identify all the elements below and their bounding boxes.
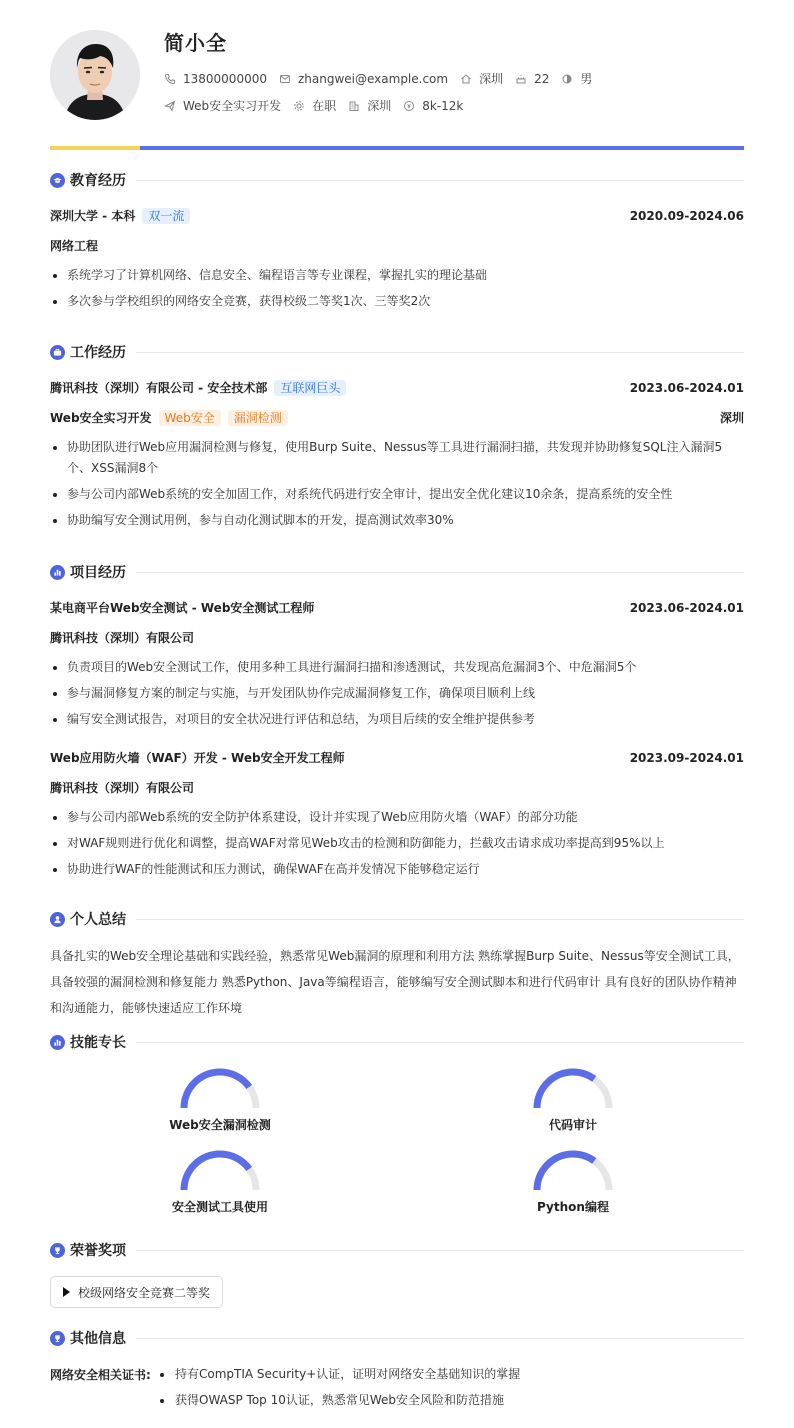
location-text: 深圳 <box>479 72 504 86</box>
project-name: 某电商平台Web安全测试 - Web安全测试工程师 <box>50 601 315 615</box>
projects-section <box>50 562 744 582</box>
skill-tag: 漏洞检测 <box>228 410 288 426</box>
project-period: 2023.09-2024.01 <box>629 750 744 765</box>
section-title: 个人总结 <box>70 912 126 928</box>
section-header <box>50 170 744 190</box>
gender-icon <box>561 73 573 85</box>
company-name: 腾讯科技（深圳）有限公司 - 安全技术部 <box>50 381 268 395</box>
play-triangle-icon <box>63 1287 70 1297</box>
list-item: 负责项目的Web安全测试工作，使用多种工具进行漏洞扫描和渗透测试，共发现高危漏洞3个、中危漏洞5个 <box>50 657 744 678</box>
work-city: 深圳 <box>719 411 744 425</box>
position-text: Web安全实习开发 <box>183 99 282 113</box>
section-header <box>50 562 744 582</box>
section-title: 荣誉奖项 <box>70 1243 126 1259</box>
work-position-row <box>50 409 744 426</box>
project-header-row <box>50 749 744 766</box>
project-bullets <box>50 807 744 885</box>
list-item: 协助进行WAF的性能测试和压力测试，确保WAF在高并发情况下能够稳定运行 <box>50 859 744 880</box>
work-section <box>50 342 744 362</box>
gear-icon <box>293 100 305 112</box>
project-company: 腾讯科技（深圳）有限公司 <box>50 631 195 645</box>
award-label: 校级网络安全竞赛二等奖 <box>78 1285 211 1300</box>
skill-label: 安全测试工具使用 <box>171 1200 268 1214</box>
section-header <box>50 1328 744 1348</box>
mail-icon <box>279 73 291 85</box>
status-item <box>293 97 336 114</box>
skill-label: Python编程 <box>537 1200 609 1214</box>
education-period: 2020.09-2024.06 <box>629 208 744 223</box>
major-name: 网络工程 <box>50 239 99 253</box>
coin-icon <box>403 100 415 112</box>
section-title: 教育经历 <box>70 173 126 189</box>
skill-item <box>513 1148 633 1215</box>
age-item <box>515 72 549 86</box>
company-tag: 互联网巨头 <box>274 380 346 396</box>
trophy-icon <box>50 1243 65 1258</box>
list-item: 参与公司内部Web系统的安全防护体系建设，设计并实现了Web应用防火墙（WAF）的部分功能 <box>50 807 744 828</box>
user-icon <box>50 912 65 927</box>
section-header <box>50 1032 744 1052</box>
education-bullets <box>50 265 744 317</box>
section-divider <box>136 1250 744 1251</box>
list-item: 协助编写安全测试用例，参与自动化测试脚本的开发，提高测试效率30% <box>50 510 744 531</box>
contact-row <box>164 70 604 87</box>
section-divider <box>136 1338 744 1339</box>
section-header <box>50 342 744 362</box>
work-bullets <box>50 437 744 536</box>
resume-header <box>50 0 744 150</box>
skill-gauge <box>178 1148 262 1192</box>
awards-section <box>50 1240 744 1260</box>
certificates-label: 网络安全相关证书: <box>50 1368 151 1382</box>
city-item <box>348 97 391 114</box>
school-tag: 双一流 <box>142 208 190 224</box>
skill-label: 代码审计 <box>548 1118 597 1132</box>
divider-accent-yellow <box>50 146 140 150</box>
trophy-icon <box>50 1331 65 1346</box>
other-section <box>50 1328 744 1348</box>
resume-page <box>50 0 744 1407</box>
bar-chart-icon <box>50 1035 65 1050</box>
major-row <box>50 237 744 254</box>
section-title: 工作经历 <box>70 345 126 361</box>
salary-text: 8k-12k <box>422 98 464 113</box>
skill-gauge <box>178 1066 262 1110</box>
section-title: 项目经历 <box>70 565 126 581</box>
job-intent-row <box>164 97 475 114</box>
position-title: Web安全实习开发 <box>50 411 152 425</box>
city-text: 深圳 <box>367 99 392 113</box>
project-header-row <box>50 599 744 616</box>
email-item <box>279 72 448 86</box>
section-title: 技能专长 <box>70 1035 126 1051</box>
certificates-list <box>158 1364 744 1416</box>
skill-gauge <box>531 1148 615 1192</box>
divider-accent-blue <box>140 146 744 150</box>
list-item: 协助团队进行Web应用漏洞检测与修复，使用Burp Suite、Nessus等工具进行漏洞扫描，共发现并协助修复SQL注入漏洞5个、XSS漏洞8个 <box>50 437 744 479</box>
section-divider <box>136 919 744 920</box>
section-divider <box>136 352 744 353</box>
building-icon <box>348 100 360 112</box>
list-item: 系统学习了计算机网络、信息安全、编程语言等专业课程，掌握扎实的理论基础 <box>50 265 744 286</box>
send-icon <box>164 100 176 112</box>
phone-text: 13800000000 <box>183 71 267 86</box>
list-item: 参与公司内部Web系统的安全加固工作，对系统代码进行安全审计，提出安全优化建议10余条，提高系统的安全性 <box>50 484 744 505</box>
work-period: 2023.06-2024.01 <box>629 380 744 395</box>
cake-icon <box>515 73 527 85</box>
header-divider-bar <box>50 146 744 150</box>
section-header <box>50 909 744 929</box>
candidate-name: 简小全 <box>164 31 227 55</box>
email-text: zhangwei@example.com <box>297 71 449 86</box>
award-item-button[interactable] <box>50 1276 223 1308</box>
salary-item <box>403 99 463 113</box>
school-name: 深圳大学 - 本科 <box>50 209 136 223</box>
education-section <box>50 170 744 190</box>
section-title: 其他信息 <box>70 1331 126 1347</box>
phone-icon <box>164 73 176 85</box>
list-item: 获得OWASP Top 10认证，熟悉常见Web安全风险和防范措施 <box>158 1390 744 1411</box>
section-divider <box>136 572 744 573</box>
skill-item <box>160 1066 280 1133</box>
avatar <box>50 30 140 120</box>
briefcase-icon <box>50 345 65 360</box>
skill-tag: Web安全 <box>159 410 221 426</box>
skill-label: Web安全漏洞检测 <box>169 1118 271 1132</box>
work-header-row <box>50 379 744 396</box>
skill-gauge <box>531 1066 615 1110</box>
gender-item <box>561 70 592 87</box>
project-bullets <box>50 657 744 735</box>
phone-item <box>164 72 267 86</box>
list-item: 参与漏洞修复方案的制定与实施，与开发团队协作完成漏洞修复工作，确保项目顺利上线 <box>50 683 744 704</box>
list-item: 编写安全测试报告，对项目的安全状况进行评估和总结，为项目后续的安全维护提供参考 <box>50 709 744 730</box>
graduation-cap-icon <box>50 173 65 188</box>
section-divider <box>136 1042 744 1043</box>
section-divider <box>136 180 744 181</box>
project-name: Web应用防火墙（WAF）开发 - Web安全开发工程师 <box>50 751 345 765</box>
skill-item <box>160 1148 280 1215</box>
gender-text: 男 <box>580 72 593 86</box>
home-icon <box>460 73 472 85</box>
bar-chart-icon <box>50 565 65 580</box>
project-period: 2023.06-2024.01 <box>629 600 744 615</box>
position-item <box>164 97 281 114</box>
age-text: 22 <box>534 71 550 86</box>
project-company: 腾讯科技（深圳）有限公司 <box>50 781 195 795</box>
list-item: 对WAF规则进行优化和调整，提高WAF对常见Web攻击的检测和防御能力，拦截攻击请求成功率提高到95%以上 <box>50 833 744 854</box>
summary-section <box>50 909 744 929</box>
list-item: 持有CompTIA Security+认证，证明对网络安全基础知识的掌握 <box>158 1364 744 1385</box>
skill-item <box>513 1066 633 1133</box>
list-item: 多次参与学校组织的网络安全竞赛，获得校级二等奖1次、三等奖2次 <box>50 291 744 312</box>
summary-text: 具备扎实的Web安全理论基础和实践经验，熟悉常见Web漏洞的原理和利用方法 熟练掌握Burp Suite、Nessus等安全测试工具，具备较强的漏洞检测和修复能力 熟悉Python、Java等编程语言，能够编写安全测试脚本和进行代码审计 具有良好的团队协作精神和沟通能力，能够快速适应工作环境 <box>50 949 740 1015</box>
status-text: 在职 <box>312 99 337 113</box>
project-company-row <box>50 629 744 646</box>
location-item <box>460 70 503 87</box>
section-header <box>50 1240 744 1260</box>
education-header-row <box>50 207 744 224</box>
project-company-row <box>50 779 744 796</box>
skills-section <box>50 1032 744 1052</box>
